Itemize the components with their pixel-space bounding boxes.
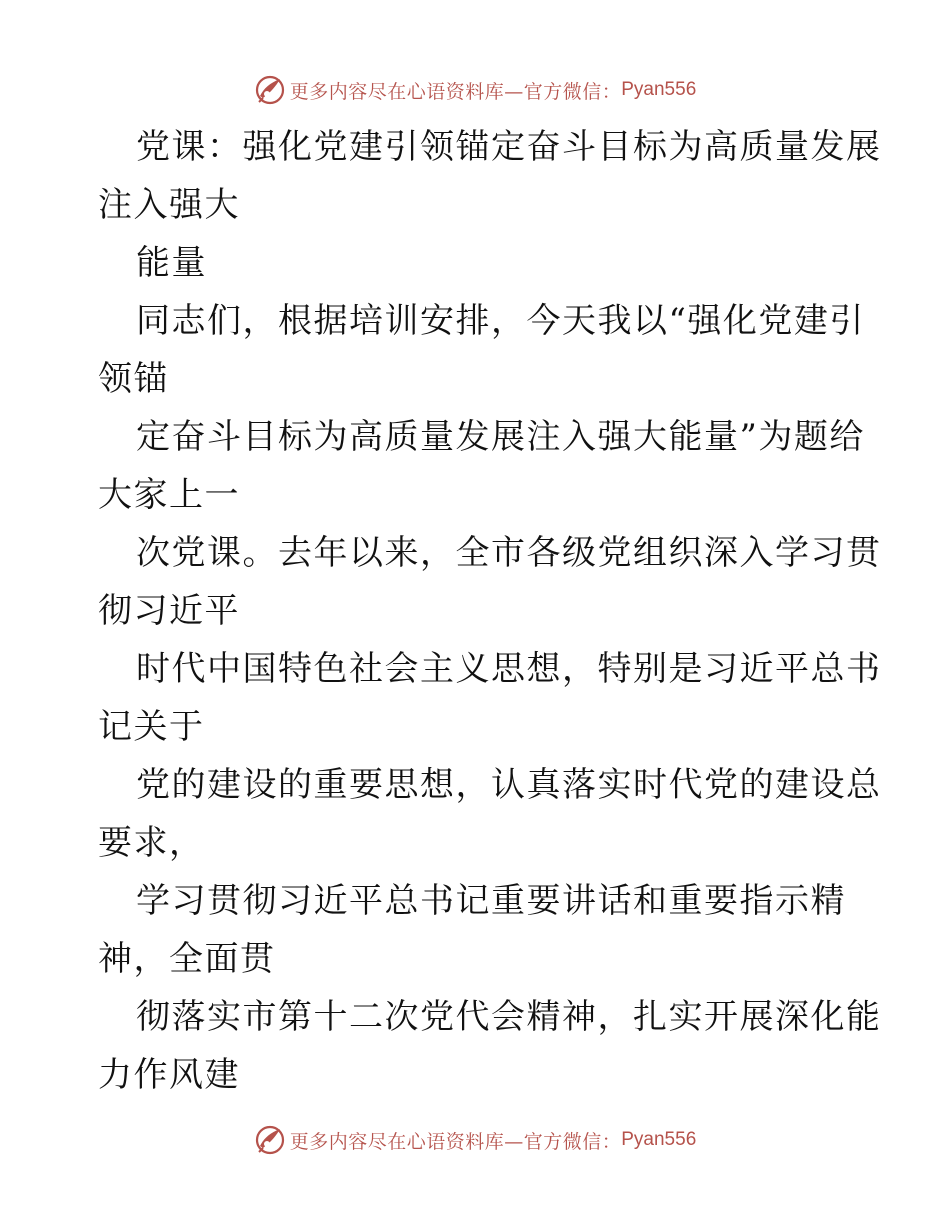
- watermark-text: 更多内容尽在心语资料库: [289, 1130, 505, 1153]
- document-line: 神，全面贯: [98, 939, 276, 979]
- document-line: 彻习近平: [98, 591, 240, 631]
- document-line: 党的建设的重要思想，认真落实时代党的建设总: [136, 765, 882, 805]
- header-watermark: [0, 70, 950, 110]
- document-line: 党课：强化党建引领锚定奋斗目标为高质量发展: [136, 127, 882, 167]
- document-line: 注入强大: [98, 185, 240, 225]
- watermark-separator: —官方微信：: [504, 1130, 622, 1153]
- watermark-account: Pyan556: [621, 1129, 697, 1150]
- document-line: 次党课。去年以来，全市各级党组织深入学习贯: [136, 533, 882, 573]
- document-line: 领锚: [98, 359, 169, 399]
- watermark-separator: —官方微信：: [504, 80, 622, 103]
- document-line: 学习贯彻习近平总书记重要讲话和重要指示精: [136, 881, 846, 921]
- watermark-text: 更多内容尽在心语资料库: [289, 80, 505, 103]
- watermark-account: Pyan556: [621, 79, 697, 100]
- document-line: 要求，: [98, 823, 205, 863]
- document-line: 记关于: [98, 707, 205, 747]
- document-line: 彻落实市第十二次党代会精神，扎实开展深化能: [136, 997, 882, 1037]
- document-line: 同志们，根据培训安排，今天我以“强化党建引: [136, 301, 865, 341]
- document-line: 定奋斗目标为高质量发展注入强大能量”为题给: [136, 417, 865, 457]
- quill-pen-logo-icon: [254, 1124, 286, 1156]
- document-body: [98, 118, 882, 1104]
- document-line: 大家上一: [98, 475, 240, 515]
- document-line: 能量: [136, 243, 207, 283]
- document-line: 力作风建: [98, 1055, 240, 1095]
- document-line: 时代中国特色社会主义思想，特别是习近平总书: [136, 649, 882, 689]
- footer-watermark: [0, 1120, 950, 1160]
- quill-pen-logo-icon: [254, 74, 286, 106]
